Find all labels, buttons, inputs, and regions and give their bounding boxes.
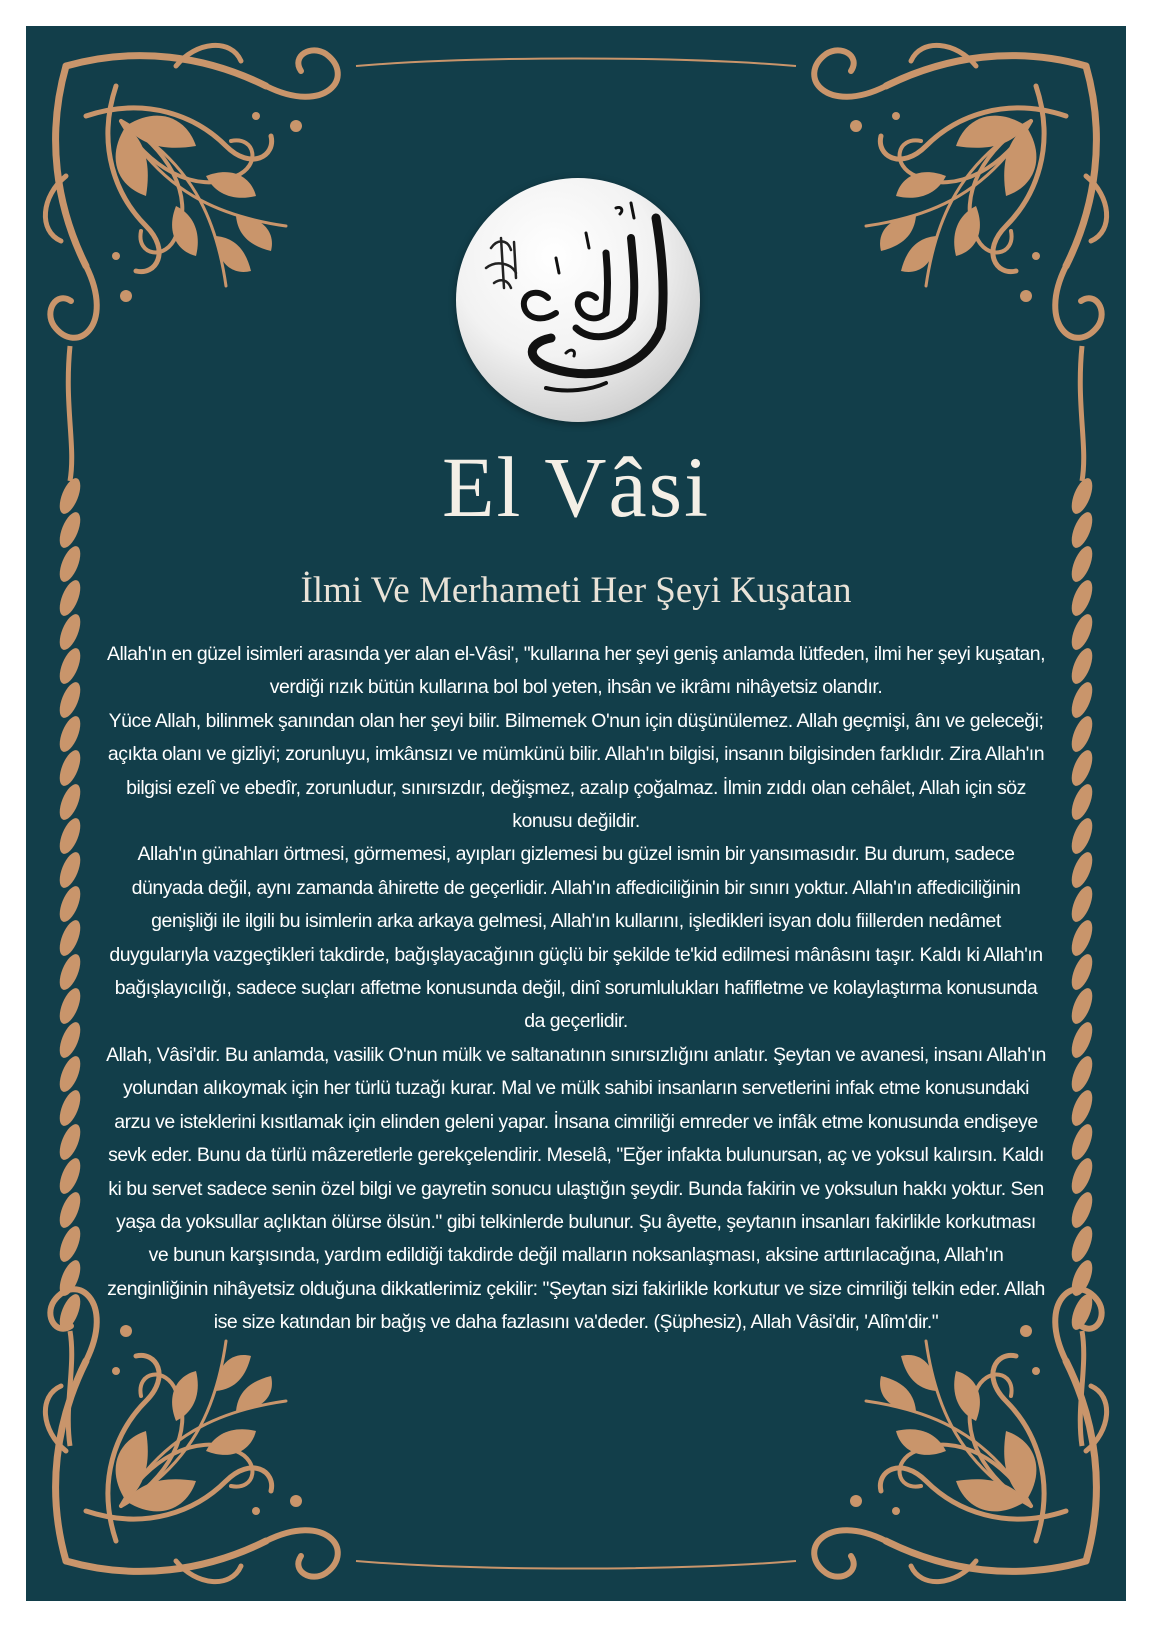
rope-link [55,1189,84,1230]
rope-link [55,985,84,1026]
rope-link [55,1019,84,1060]
corner-ornament-top-right [814,45,1106,337]
rope-link [1067,951,1096,992]
page-subtitle: İlmi Ve Merhameti Her Şeyi Kuşatan [300,570,852,611]
rope-link [55,1155,84,1196]
rope-link [1067,1223,1096,1264]
rope-link [55,679,84,720]
rope-link [55,645,84,686]
rope-link [55,781,84,822]
rope-link [1067,1019,1096,1060]
rope-link [1067,1121,1096,1162]
rope-link [1067,815,1096,856]
rope-link [55,713,84,754]
paragraph: Yüce Allah, bilinmek şanından olan her şeyi bilir. Bilmemek O'nun için düşünülemez. Allah geçmişi, ânı ve geleceği; açıkta olanı ve gizliyi; zorunluyu, imkânsızı ve mümkünü bilir. Allah'ın bilgisi, insanın bilgisinden farklıdır. Zira Allah'ın bilgisi ezelî ve ebedîr, zorunludur, sınırsızdır, değişmez, azalıp çoğalmaz. İlmin zıddı olan cehâlet, Allah için söz konusu değildir. [107,709,1045,833]
rope-link [55,849,84,890]
rope-link [1067,1189,1096,1230]
rope-link [1067,1053,1096,1094]
rope-link [55,611,84,652]
rope-end [68,1331,71,1446]
rope-link [55,1223,84,1264]
corner-ornament-top-left [45,45,337,337]
rope-link [55,917,84,958]
poster [26,26,1126,1601]
rope-link [1067,611,1096,652]
rope-link [55,1087,84,1128]
rope-link [1067,713,1096,754]
rope-link [55,1121,84,1162]
rope-link [55,1053,84,1094]
paragraph: Allah'ın günahları örtmesi, görmemesi, ayıpları gizlemesi bu güzel ismin bir yansımasıdır. Bu durum, sadece dünyada değil, aynı zamanda âhirette de geçerlidir. Allah'ın affediciliğinin bir sınırı yoktur. Allah'ın affediciliğinin genişliği ile ilgili bu isimlerin arka arkaya gelmesi, Allah'ın kullarını, işledikleri isyan dolu fiillerden nedâmet duygularıyla vazgeçtikleri takdirde, bağışlayacağının güçlü bir şekilde te'kid edilmesi mânâsını taşır. Kaldı ki Allah'ın bağışlayıcılığı, sadece suçları affetme konusunda değil, dinî sorumlulukları hafifletme ve kolaylaştırma konusunda da geçerlidir. [109,843,1043,1033]
calligraphy-emblem-icon [456,178,700,422]
rope-link [55,951,84,992]
rope-link [1067,747,1096,788]
rope-link [1067,985,1096,1026]
rope-link [55,883,84,924]
calligraphy-text: الواسع [456,178,459,179]
rope-link [1067,781,1096,822]
rope-end [1080,1331,1083,1446]
rope-link [1067,1155,1096,1196]
rope-link [1067,1087,1096,1128]
rope-link [1067,645,1096,686]
paragraph: Allah, Vâsi'dir. Bu anlamda, vasilik O'nun mülk ve saltanatının sınırsızlığını anlatır. Şeytan ve avanesi, insanı Allah'ın yolundan alıkoymak için her türlü tuzağı kurar. Mal ve mülk sahibi insanların servetlerini infak etme konusundaki arzu ve isteklerini kısıtlamak için elinden geleni yapar. İnsana cimriliği emreder ve infâk etme konusunda endişeye sevk eder. Bunu da türlü mâzeretlerle gerekçelendirir. Meselâ, "Eğer infakta bulunursan, aç ve yoksul kalırsın. Kaldı ki bu servet sadece senin özel bilgi ve gayretin sonucu ulaştığın şeydir. Bunda fakirin ve yoksulun hakkı yoktur. Sen yaşa da yoksullar açlıktan ölürse ölsün." gibi telkinlerde bulunur. Şu âyette, şeytanın insanları fakirlikle korkutması ve bunun karşısında, yardım edildiği takdirde değil malların noksanlaşması, aksine arttırılacağına, Allah'ın zenginliğinin nihâyetsiz olduğuna dikkatlerimiz çekilir: "Şeytan sizi fakirlikle korkutur ve size cimriliği telkin eder. Allah ise size katından bir bağış ve daha fazlasını va'deder. (Şüphesiz), Allah Vâsi'dir, 'Alîm'dir." [106,1043,1046,1334]
calligraphy-medallion [456,178,700,422]
rope-link [1067,917,1096,958]
rope-link [1067,679,1096,720]
rope-link [1067,883,1096,924]
page-title: El Vâsi [441,439,710,535]
rope-link [55,747,84,788]
rope-link [55,815,84,856]
paragraph: Allah'ın en güzel isimleri arasında yer alan el-Vâsi', "kullarına her şeyi geniş anlamda lütfeden, ilmi her şeyi kuşatan, verdiği rızık bütün kullarına bol bol yeten, ihsân ve ikrâmı nihâyetsiz olandır. [106,643,1046,699]
rope-link [1067,849,1096,890]
body-text [106,638,1046,1340]
